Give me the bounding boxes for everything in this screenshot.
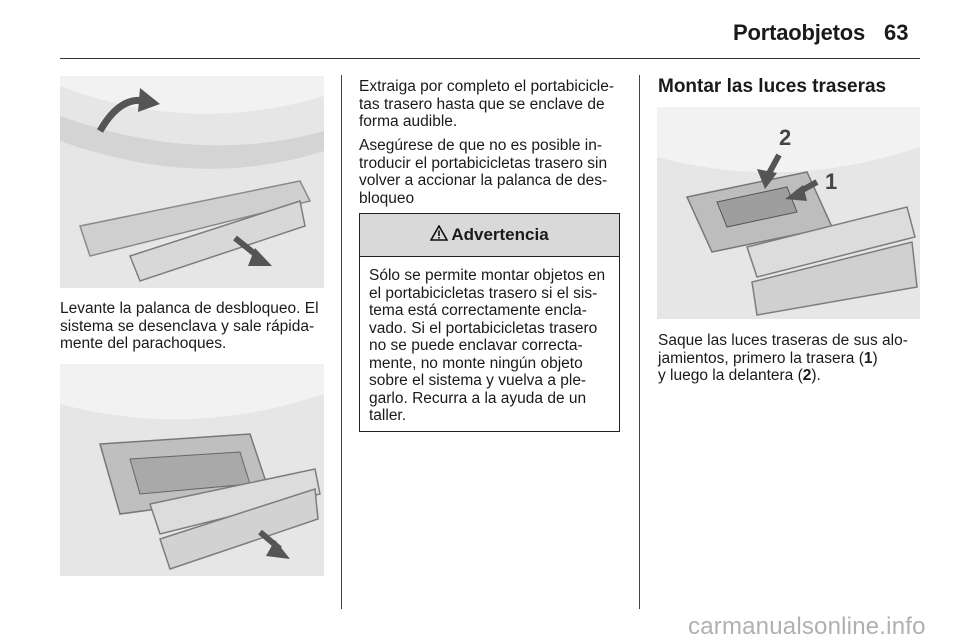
col2-paragraph-2: Asegúrese de que no es posible in- troducir el portabicicletas trasero sin volver a accionar la palanca de des- bloqueo — [359, 137, 608, 207]
watermark: carmanualsonline.info — [688, 613, 926, 640]
page-number: 63 — [884, 20, 909, 45]
column-divider — [639, 75, 640, 609]
col3-paragraph-mid: ) y luego la delantera ( — [658, 349, 878, 384]
warning-box — [359, 213, 620, 432]
figure-callout-2: 2 — [779, 125, 792, 150]
column-divider — [341, 75, 342, 609]
col3-paragraph — [658, 332, 928, 385]
warning-title: Advertencia — [451, 225, 549, 244]
warning-header — [360, 214, 619, 257]
warning-triangle-icon — [430, 225, 448, 246]
ref-number-1: 1 — [863, 349, 873, 367]
warning-text: Sólo se permite montar objetos en el portabicicletas trasero si el sis- tema está correctamente encla- vado. Si el portabicicletas trasero no se puede enclavar correcta- mente, no monte ningún objeto sobre el sistema y vuelva a ple- garlo. Recurra a la ayuda de un taller. — [369, 267, 606, 424]
ref-number-2: 2 — [802, 367, 812, 384]
tail-lights-illustration — [657, 107, 920, 319]
col1-paragraph: Levante la palanca de desbloqueo. El sistema se desenclava y sale rápida- mente del parachoques. — [60, 300, 319, 352]
section-heading: Montar las luces traseras — [658, 76, 887, 97]
extended-bike-carrier-illustration — [60, 364, 324, 576]
col2-paragraph-1: Extraiga por completo el portabicicle- tas trasero hasta que se enclave de forma audible. — [359, 78, 615, 130]
col3-paragraph-suffix: ). — [811, 367, 821, 384]
header-divider — [60, 58, 920, 59]
figure-callout-1: 1 — [825, 169, 838, 194]
page-title: Portaobjetos — [733, 20, 866, 45]
release-lever-illustration — [60, 76, 324, 288]
col3-paragraph-prefix: Saque las luces traseras de sus alo- jamientos, primero la trasera ( — [658, 332, 908, 367]
